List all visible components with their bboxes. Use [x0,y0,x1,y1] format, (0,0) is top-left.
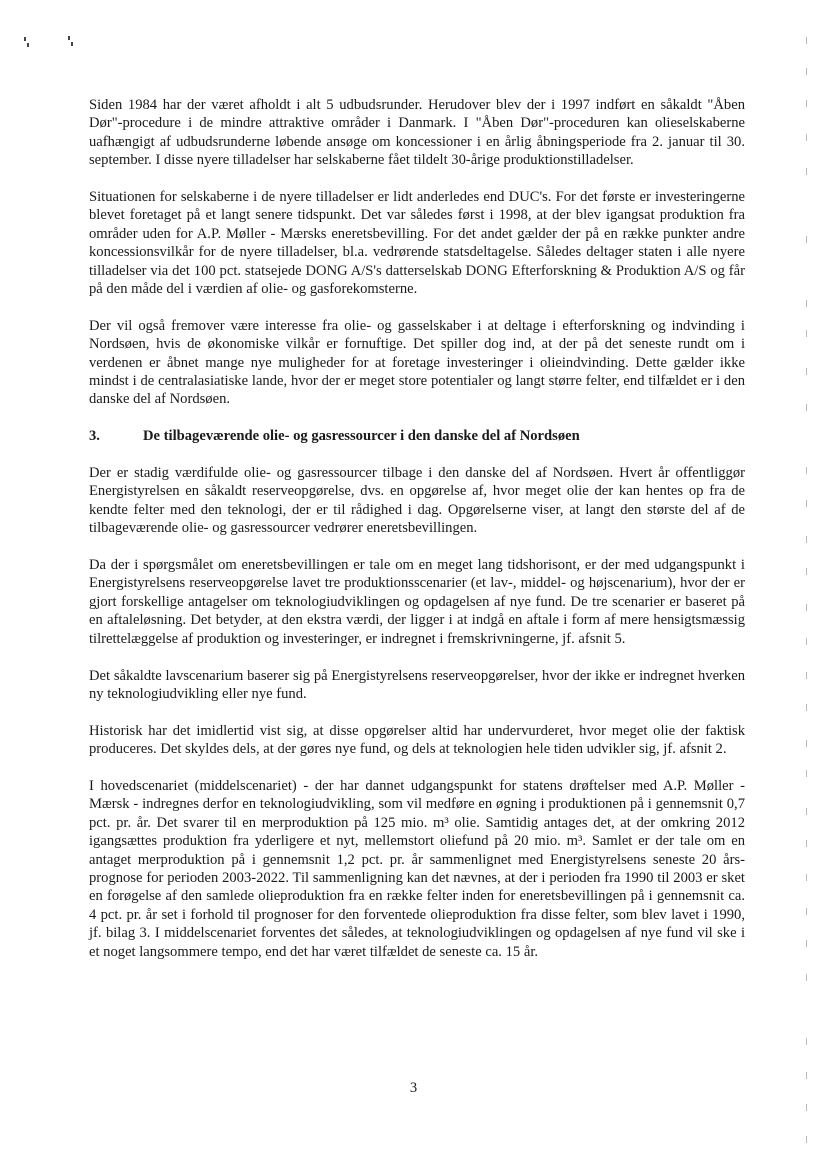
section-number: 3. [89,428,100,445]
paragraph: Da der i spørgsmålet om eneretsbevillingen er tale om en meget lang tidshorisont, er der med udgangspunkt i Energistyrelsens reserveopgørelse lavet tre produktionsscenarier (et lav-, middel- og højscenarium), hvor der er gjort forskellige antagelser om teknologiudviklingen og opdagelsen af nye fund. De tre scenarier er baseret på en aftaleløsning. Det betyder, at den ekstra værdi, der ligger i at indgå en aftale i form af mere hensigtsmæssig tilrettelæggelse af produktion og investeringer, er indregnet i fremskrivningerne, jf. afsnit 5. [89,557,745,647]
scan-edge-mark [806,770,807,777]
scan-speck [27,43,29,47]
scan-edge-mark [806,704,807,711]
scan-edge-mark [806,672,807,679]
scan-edge-mark [806,404,807,411]
scan-edge-mark [806,536,807,543]
scan-edge-mark [806,467,807,474]
scan-edge-mark [806,740,807,747]
scan-edge-mark [806,568,807,575]
scan-edge-mark [806,1072,807,1079]
scan-edge-mark [806,604,807,611]
paragraph: Situationen for selskaberne i de nyere tilladelser er lidt anderledes end DUC's. For det første er investeringerne blevet foretaget på et langt senere tidspunkt. Det var således først i 1998, at der blev igangsat produktion fra områder uden for A.P. Møller - Mærsks eneretsbevilling. For det andet gælder der på en række punkter andre koncessionsvilkår for de nyere tilladelser, bl.a. vedrørende statsdeltagelse. Således deltager staten i alle nyere tilladelser via det 100 pct. statsejede DONG A/S's datterselskab DONG Efterforskning & Produktion A/S og får på den måde del i værdien af olie- og gasforekomsterne. [89,189,745,298]
scan-edge-mark [806,368,807,375]
scan-edge-mark [806,638,807,645]
paragraph: Det såkaldte lavscenarium baserer sig på Energistyrelsens reserveopgørelser, hvor der ikke er indregnet hverken ny teknologiudvikling eller nye fund. [89,667,745,702]
scan-speck [68,36,70,40]
paragraph: Siden 1984 har der været afholdt i alt 5 udbudsrunder. Herudover blev der i 1997 indført en såkaldt "Åben Dør"-procedure i de mindre attraktive områder i Danmark. I "Åben Dør"-proceduren kan olieselskaberne uafhængigt af udbudsrunderne løbende ansøge om koncessioner i en årlig åbningsperiode fra 2. januar til 30. september. I disse nyere tilladelser har selskaberne fået tildelt 30-årige produktionstilladelser. [89,97,745,169]
paragraph: Der vil også fremover være interesse fra olie- og gasselskaber i at deltage i efterforskning og indvinding i Nordsøen, hvis de økonomiske vilkår er fornuftige. Det spiller dog ind, at der på det seneste rundt om i verdenen er åbnet mange nye muligheder for at foretage investeringer i olieindvinding. Dette gælder ikke mindst i de centralasiatiske lande, hvor der er meget store potentialer og langt større felter, end tilfældet er i den danske del af Nordsøen. [89,317,745,408]
paragraph: Historisk har det imidlertid vist sig, at disse opgørelser altid har undervurderet, hvor meget olie der faktisk produceres. Det skyldes dels, at der gøres nye fund, og dels at teknologien hele tiden udvikler sig, jf. afsnit 2. [89,722,745,758]
scan-edge-mark [806,1104,807,1111]
scan-edge-mark [806,500,807,507]
section-heading [89,427,745,445]
scan-speck [24,37,26,41]
scan-edge-mark [806,68,807,75]
scan-speck [71,42,73,46]
scan-edge-mark [806,808,807,815]
section-title: De tilbageværende olie- og gasressourcer i den danske del af Nordsøen [143,428,580,445]
scan-edge-mark [806,974,807,981]
paragraph: I hovedscenariet (middelscenariet) - der har dannet udgangspunkt for statens drøftelser med A.P. Møller - Mærsk - indregnes derfor en teknologiudvikling, som vil medføre en øgning i produktionen på i gennemsnit 0,7 pct. pr. år. Det svarer til en merproduktion på 125 mio. m³ olie. Samtidig antages det, at der omkring 2012 igangsættes produktion fra yderligere et nyt, mellemstort oliefund på 20 mio. m³. Samlet er der tale om en antaget merproduktion på i gennemsnit 1,2 pct. pr. år sammenlignet med Energistyrelsens seneste 20 års-prognose for perioden 2003-2022. Til sammenligning kan det nævnes, at der i perioden fra 1990 til 2003 er sket en forøgelse af den samlede olieproduktion fra en række felter inden for eneretsbevillingen på i gennemsnit ca. 4 pct. pr. år set i forhold til prognoser for den forventede olieproduktion fra disse felter, som blev lavet i 1990, jf. bilag 3. I middelscenariet forventes det således, at teknologiudviklingen og opdagelsen af nye fund vil ske i et noget langsommere tempo, end det har været tilfældet de seneste ca. 15 år. [89,777,745,960]
paragraph: Der er stadig værdifulde olie- og gasressourcer tilbage i den danske del af Nordsøen. Hvert år offentliggør Energistyrelsen en såkaldt reserveopgørelse, dvs. en opgørelse af, hvor meget olie der kan hentes op fra de kendte felter med den teknologi, der er til rådighed i dag. Opgørelserne viser, at langt den største del af de tilbageværende olie- og gasressourcer vedrører eneretsbevillingen. [89,465,745,537]
scan-edge-mark [806,874,807,881]
scan-edge-mark [806,908,807,915]
scan-edge-mark [806,134,807,141]
scan-edge-mark [806,330,807,337]
scan-edge-mark [806,1038,807,1045]
scan-edge-mark [806,37,807,44]
scan-edge-mark [806,236,807,243]
scan-edge-mark [806,168,807,175]
page-number: 3 [409,1080,418,1096]
body-text [89,96,745,979]
scan-edge-mark [806,840,807,847]
scan-edge-mark [806,940,807,947]
scan-edge-mark [806,100,807,107]
scan-edge-mark [806,300,807,307]
scan-edge-mark [806,1136,807,1143]
